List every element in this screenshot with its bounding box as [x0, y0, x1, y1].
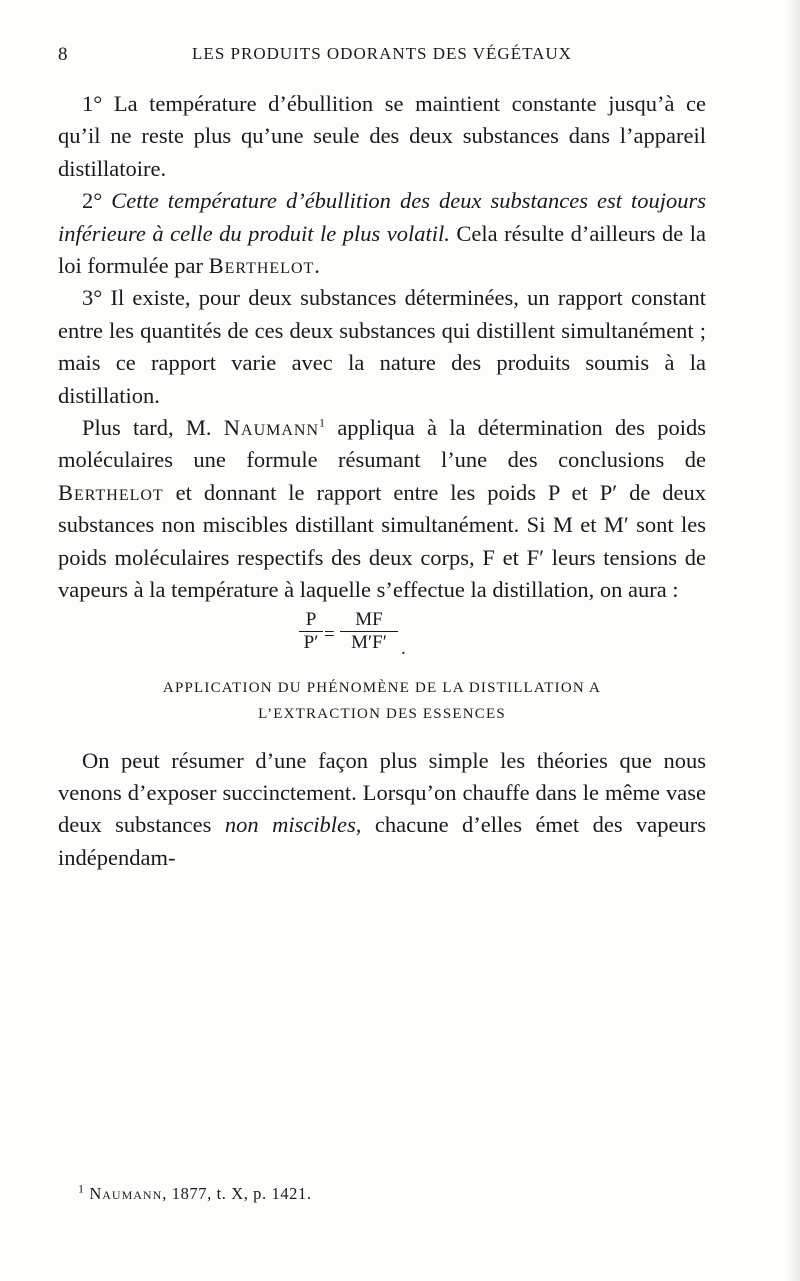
paragraph-3: 3° Il existe, pour deux substances déterminées, un rapport constant entre les quantités de ces deux substances qui distillent simultanément ; mais ce rapport varie avec la nature des produits soumis à la distillation.	[58, 285, 706, 408]
author-name-berthelot: Berthelot	[208, 253, 315, 279]
formula-right-denominator: M′F′	[351, 631, 387, 653]
paragraph-5-end: chacune d’elles émet des vapeurs indépendam-	[58, 812, 707, 870]
author-name-berthelot-2: Berthelot	[58, 479, 164, 505]
formula-left-denominator: P′	[303, 631, 319, 653]
paragraph-1: 1° La température d’ébullition se maintient constante jusqu’à ce qu’il ne reste plus qu’une seule des deux substances dans l’appareil distillatoire.	[58, 91, 706, 181]
paragraph-4-start: Plus tard, M.	[82, 415, 212, 441]
footnote-marker: 1	[78, 1181, 85, 1196]
section-heading-line-2: L’EXTRACTION DES ESSENCES	[258, 705, 506, 722]
footnote	[78, 1181, 312, 1204]
paragraph-2-italic: Cette température d’ébullition des deux substances est toujours inférieure à celle du produit le plus volatil.	[58, 188, 707, 246]
formula-left-numerator: P	[299, 609, 323, 632]
formula-left-fraction	[299, 609, 323, 654]
running-head: LES PRODUITS ODORANTS DES VÉGÉTAUX	[192, 44, 572, 63]
paragraph-5-italic: non miscibles,	[224, 812, 362, 838]
section-heading	[58, 675, 706, 727]
paragraph-5-start: On peut résumer d’une façon plus simple les théories que nous venons d’exposer succinctement. Lorsqu’on chauffe dans le même vase deux substances	[58, 747, 706, 838]
formula-right-fraction	[340, 609, 398, 654]
paragraph-2-rest: Cela résulte d’ailleurs de la loi formulée par	[58, 220, 707, 279]
author-name-naumann: Naumann	[223, 415, 320, 441]
paragraph-4-middle: appliqua à la détermination des poids moléculaires une formule résumant l’une des conclusions de	[58, 415, 707, 473]
paragraph-2-end: .	[314, 253, 320, 279]
footnote-author: Naumann	[89, 1184, 163, 1203]
section-heading-line-1: APPLICATION DU PHÉNOMÈNE DE LA DISTILLATION A	[162, 679, 602, 696]
page-header	[58, 44, 706, 72]
paragraph-5	[58, 745, 706, 875]
paragraph-2	[58, 185, 706, 282]
main-text	[58, 88, 706, 874]
paragraph-4-end: et donnant le rapport entre les poids P et P′ de deux substances non miscibles distillant simultanément. Si M et M′ sont les poids moléculaires respectifs des deux corps, F et F′ leurs tensions de vapeurs à la température à laquelle s’effectue la distillation, on aura :	[58, 479, 707, 603]
footnote-reference: 1	[319, 415, 326, 430]
paragraph-2-number: 2°	[82, 188, 103, 214]
formula-equals-sign: =	[324, 623, 335, 645]
formula-right-numerator: MF	[340, 609, 398, 632]
formula-end-period: .	[401, 637, 406, 659]
page-edge-shadow	[786, 0, 800, 1281]
paragraph-4	[58, 412, 706, 606]
formula	[58, 609, 706, 663]
footnote-citation: , 1877, t. X, p. 1421.	[162, 1184, 312, 1203]
page-number: 8	[58, 44, 68, 65]
